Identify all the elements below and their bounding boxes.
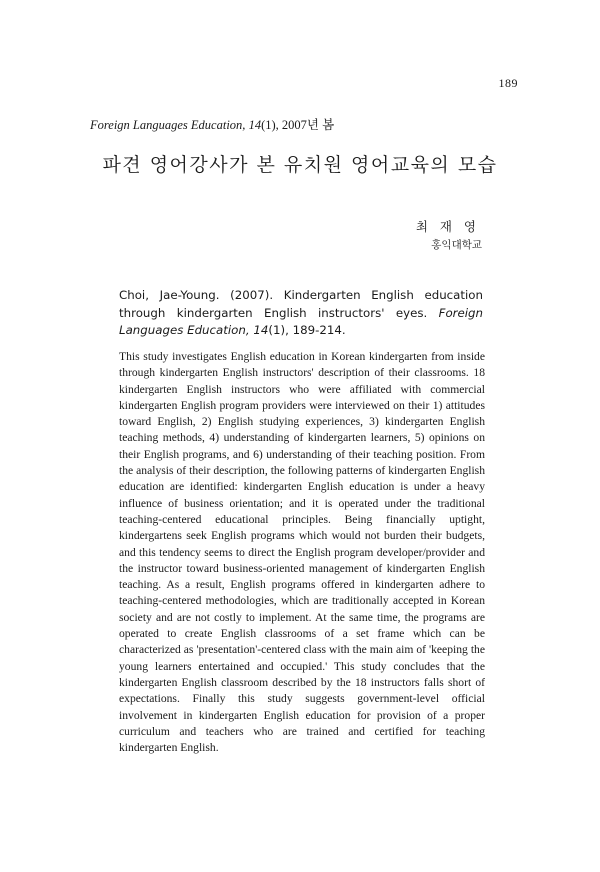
journal-header (90, 115, 334, 133)
page-number: 189 (498, 76, 518, 90)
citation-lead: Choi, Jae-Young. (2007). Kindergarten English education through kindergarten English instructors' eyes. (119, 288, 483, 320)
journal-name: Foreign Languages Education, (90, 118, 246, 132)
citation (119, 287, 483, 340)
author-name: 최 재 영 (415, 219, 480, 234)
journal-volume: 14 (248, 118, 262, 132)
article-title: 파견 영어강사가 본 유치원 영어교육의 모습 (102, 154, 498, 176)
citation-tail: (1), 189-214. (268, 323, 346, 337)
citation-journal: Foreign Languages Education, 14 (119, 305, 484, 337)
abstract-paragraph: This study investigates English education in Korean kindergarten from inside through kindergarten English instructors' description of their classrooms. 18 kindergarten English instructors who were affiliated with commercial kindergarten English program providers were interviewed on their 1) attitudes toward English, 2) English studying experiences, 3) kindergarten English teaching methods, 4) understanding of kindergarten learners, 5) opinions on their English programs, and 6) understanding of their teaching position. From the analysis of their description, the following patterns of kindergarten English education are identified: kindergarten English education is under a heavy influence of business orientation; and it is operated under the traditional teaching-centered educational principles. Being financially uptight, kindergartens seek English programs which would not burden their budgets, and this tendency seems to direct the English program developer/provider and the instructor toward business-oriented management of kindergarten English teaching. As a result, English programs offered in kindergarten adhere to teaching-centered methodologies, which are traditionally accepted in Korean society and are not costly to implement. At the same time, the programs are operated to create English classrooms of a set frame which can be characterized as 'presentation'-centered class with the main aim of 'keeping the young learners entertained and occupied.' This study concludes that the kindergarten English classroom described by the 18 instructors falls short of expectations. Finally this study suggests government-level official involvement in kindergarten English education for provision of a proper curriculum and teachers who are trained and certified for teaching kindergarten English. (119, 350, 485, 755)
author-affiliation: 홍익대학교 (431, 239, 482, 251)
journal-issue-year: (1), 2007년 봄 (261, 118, 335, 132)
